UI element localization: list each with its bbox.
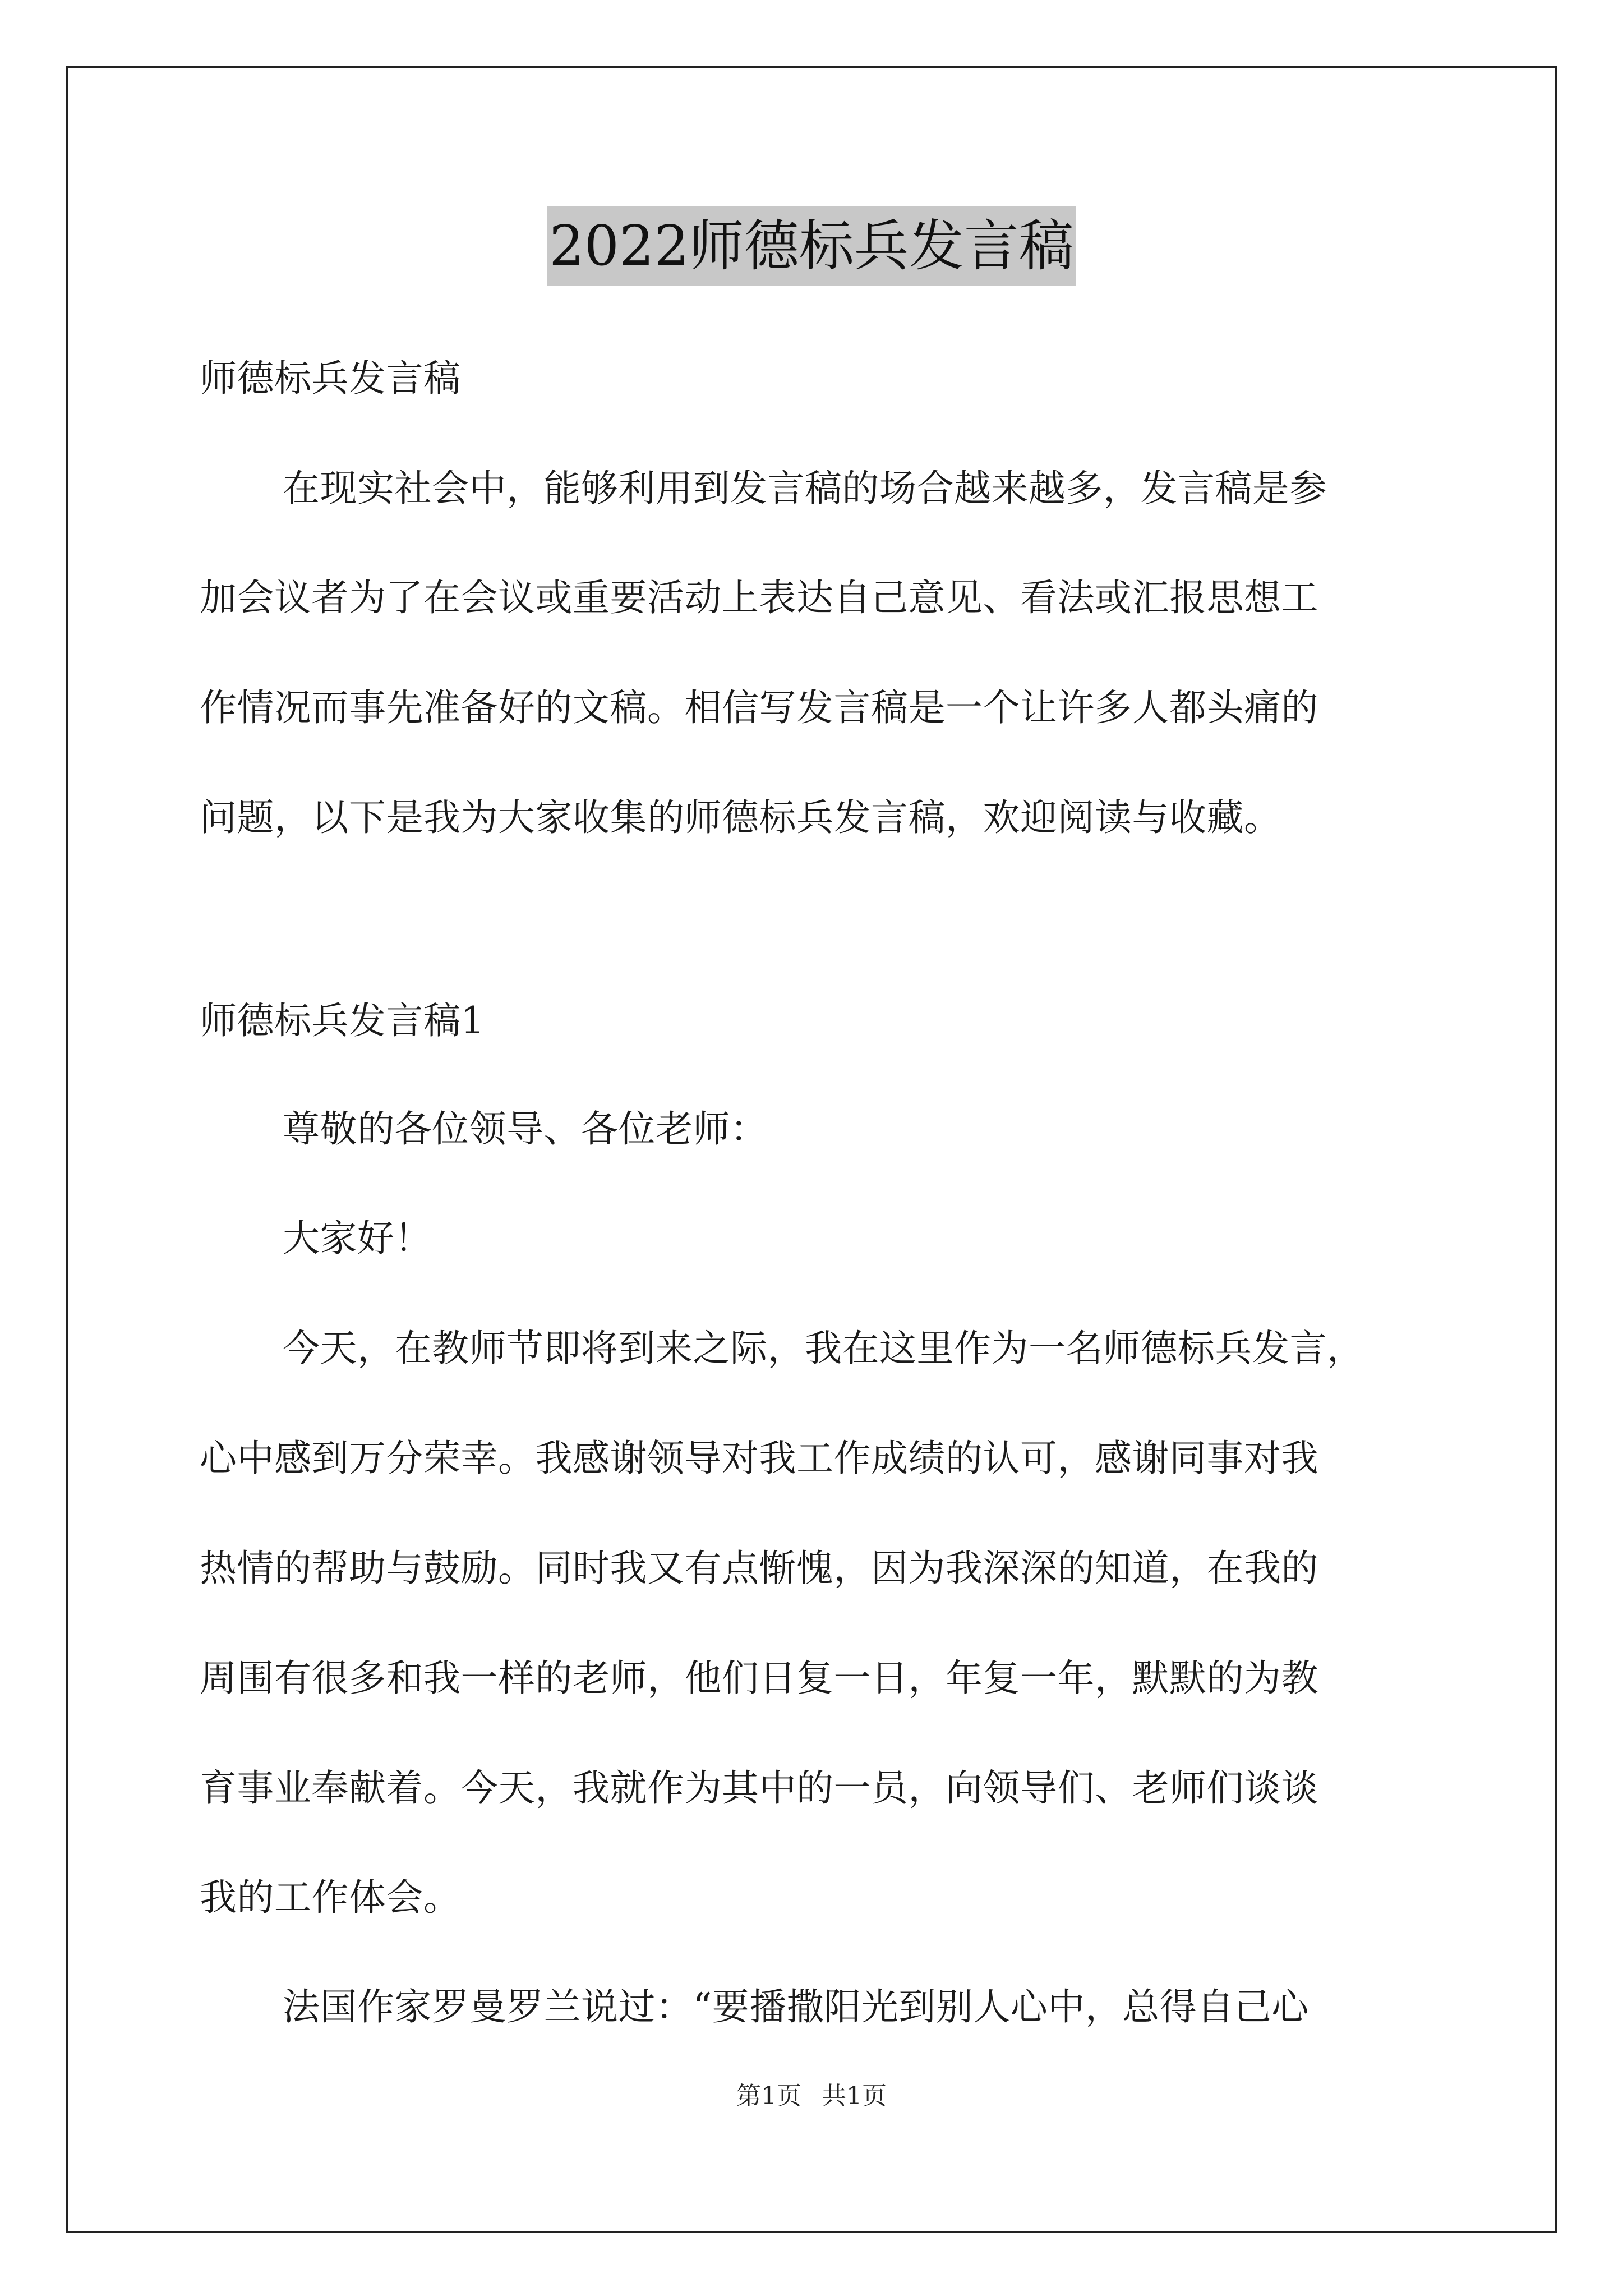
section-heading: 师德标兵发言稿 [200, 357, 461, 400]
paragraph-line: 我的工作体会。 [200, 1876, 461, 1919]
paragraph-line: 法国作家罗曼罗兰说过：“要播撒阳光到别人心中，总得自己心 [283, 1985, 1309, 2028]
page-number: 第1页 [736, 2082, 801, 2110]
greeting: 大家好！ [283, 1217, 432, 1260]
page-footer [0, 2079, 1623, 2113]
paragraph-line: 作情况而事先准备好的文稿。相信写发言稿是一个让许多人都头痛的 [200, 686, 1318, 729]
section-heading: 师德标兵发言稿1 [200, 999, 485, 1042]
salutation: 尊敬的各位领导、各位老师： [283, 1107, 768, 1151]
paragraph-line: 心中感到万分荣幸。我感谢领导对我工作成绩的认可，感谢同事对我 [200, 1437, 1318, 1480]
paragraph-line: 加会议者为了在会议或重要活动上表达自己意见、看法或汇报思想工 [200, 576, 1318, 619]
paragraph-line: 育事业奉献着。今天，我就作为其中的一员，向领导们、老师们谈谈 [200, 1766, 1318, 1810]
paragraph-line: 在现实社会中，能够利用到发言稿的场合越来越多，发言稿是参 [283, 467, 1327, 510]
paragraph-line: 问题，以下是我为大家收集的师德标兵发言稿，欢迎阅读与收藏。 [200, 796, 1281, 839]
paragraph-line: 热情的帮助与鼓励。同时我又有点惭愧，因为我深深的知道，在我的 [200, 1547, 1318, 1590]
paragraph-line: 周围有很多和我一样的老师，他们日复一日，年复一年，默默的为教 [200, 1657, 1318, 1700]
title-container [0, 206, 1623, 286]
paragraph-line: 今天，在教师节即将到来之际，我在这里作为一名师德标兵发言， [283, 1327, 1364, 1370]
page-total: 共1页 [822, 2082, 887, 2110]
document-title: 2022师德标兵发言稿 [547, 206, 1076, 286]
